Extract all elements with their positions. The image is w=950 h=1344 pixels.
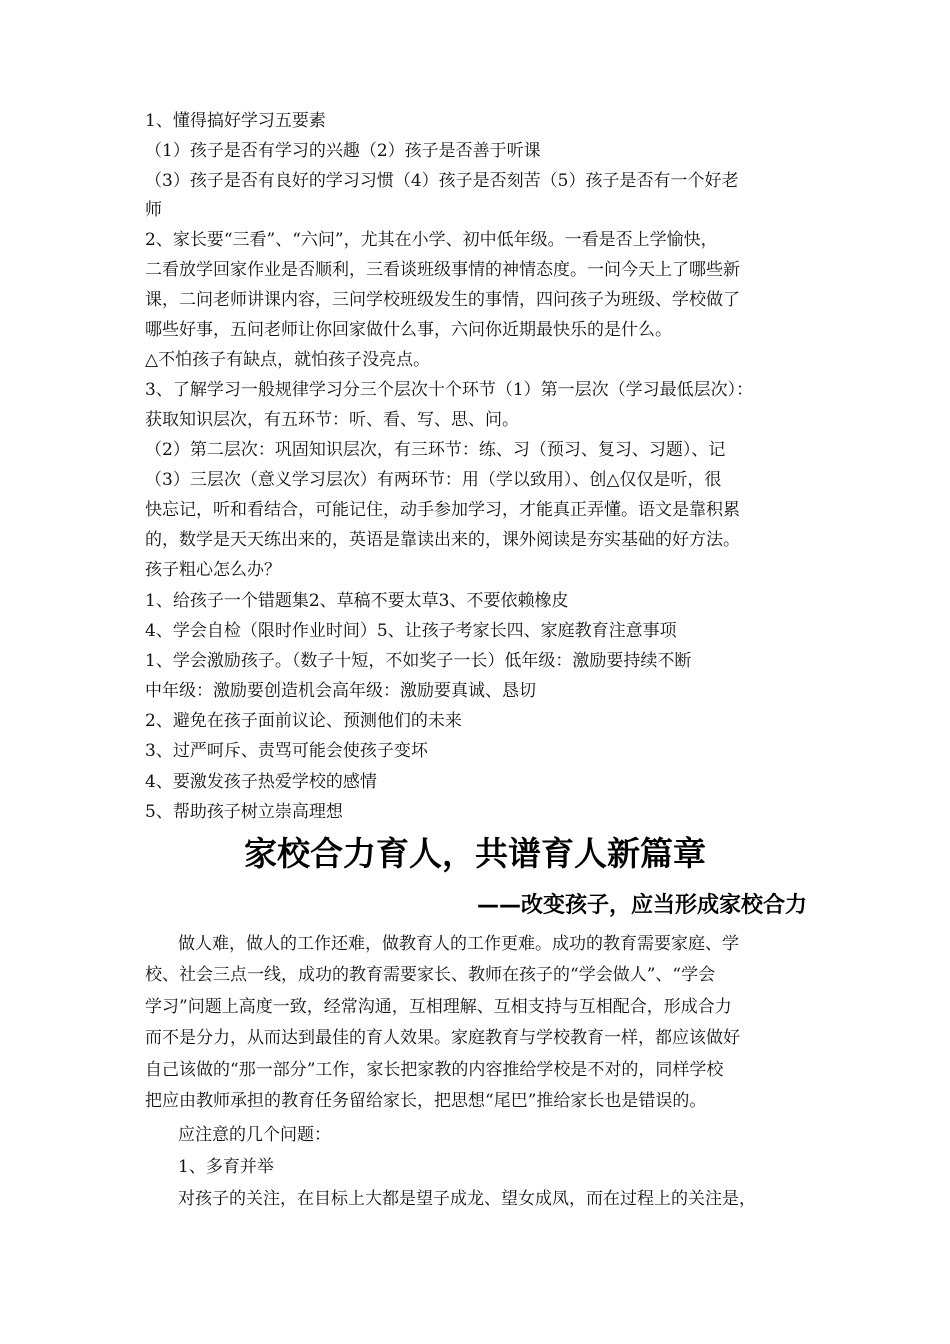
text-line: 2、家长要“三看”、“六问”，尤其在小学、初中低年级。一看是否上学愉快， [145, 230, 718, 250]
paragraph-line: 学习”问题上高度一致，经常沟通，互相理解、互相支持与互相配合，形成合力 [145, 997, 732, 1017]
text-line: 3、了解学习一般规律学习分三个层次十个环节（1）第一层次（学习最低层次）： [145, 380, 754, 400]
text-line: 2、避免在孩子面前议论、预测他们的未来 [145, 711, 462, 731]
text-line: 1、学会激励孩子。（数子十短，不如奖子一长）低年级：激励要持续不断 [145, 651, 692, 671]
text-line: 5、帮助孩子树立崇高理想 [145, 802, 343, 822]
text-line: 1、懂得搞好学习五要素 [145, 111, 326, 131]
text-line: 二看放学回家作业是否顺利，三看谈班级事情的神情态度。一问今天上了哪些新 [145, 260, 740, 280]
text-line: △不怕孩子有缺点，就怕孩子没亮点。 [145, 350, 431, 370]
item1-text: 对孩子的关注，在目标上大都是望子成龙、望女成凤，而在过程上的关注是， [178, 1189, 756, 1209]
paragraph-line: 自己该做的“那一部分”工作，家长把家教的内容推给学校是不对的，同样学校 [145, 1060, 724, 1080]
text-line: （3）孩子是否有良好的学习习惯（4）孩子是否刻苦（5）孩子是否有一个好老 [145, 171, 739, 191]
text-line: 中年级：激励要创造机会高年级：激励要真诚、恳切 [145, 681, 536, 701]
text-line: 1、给孩子一个错题集2、草稿不要太草3、不要依赖橡皮 [145, 591, 569, 611]
text-line: 的，数学是天天练出来的，英语是靠读出来的，课外阅读是夯实基础的好方法。 [145, 530, 740, 550]
text-line: （1）孩子是否有学习的兴趣（2）孩子是否善于听课 [145, 141, 541, 161]
text-line: 师 [145, 200, 162, 220]
paragraph-line: 而不是分力，从而达到最佳的育人效果。家庭教育与学校教育一样，都应该做好 [145, 1028, 740, 1048]
text-line: 3、过严呵斥、责骂可能会使孩子变坏 [145, 741, 428, 761]
text-line: 获取知识层次，有五环节：听、看、写、思、问。 [145, 410, 519, 430]
text-line: 哪些好事，五问老师让你回家做什么事，六问你近期最快乐的是什么。 [145, 320, 672, 340]
paragraph-line: 校、社会三点一线，成功的教育需要家长、教师在孩子的“学会做人”、“学会 [145, 965, 716, 985]
issues-heading: 应注意的几个问题： [178, 1125, 331, 1145]
article-title: 家校合力育人，共谱育人新篇章 [244, 834, 706, 873]
article-subtitle: ——改变孩子，应当形成家校合力 [476, 893, 807, 918]
text-line: 4、要激发孩子热爱学校的感情 [145, 772, 377, 792]
text-line: 课，二问老师讲课内容，三问学校班级发生的事情，四问孩子为班级、学校做了 [145, 290, 740, 310]
paragraph-line: 把应由教师承担的教育任务留给家长，把思想“尾巴”推给家长也是错误的。 [145, 1091, 707, 1111]
paragraph-line: 做人难，做人的工作还难，做教育人的工作更难。成功的教育需要家庭、学 [178, 934, 739, 954]
text-line: 4、学会自检（限时作业时间）5、让孩子考家长四、家庭教育注意事项 [145, 621, 677, 641]
text-line: 孩子粗心怎么办？ [145, 560, 281, 580]
text-line: 快忘记，听和看结合，可能记住，动手参加学习，才能真正弄懂。语文是靠积累 [145, 500, 740, 520]
text-line: （3）三层次（意义学习层次）有两环节：用（学以致用）、创△仅仅是听，很 [145, 470, 722, 490]
text-line: （2）第二层次：巩固知识层次，有三环节：练、习（预习、复习、习题）、记 [145, 440, 726, 460]
item1-heading: 1、多育并举 [178, 1157, 274, 1177]
